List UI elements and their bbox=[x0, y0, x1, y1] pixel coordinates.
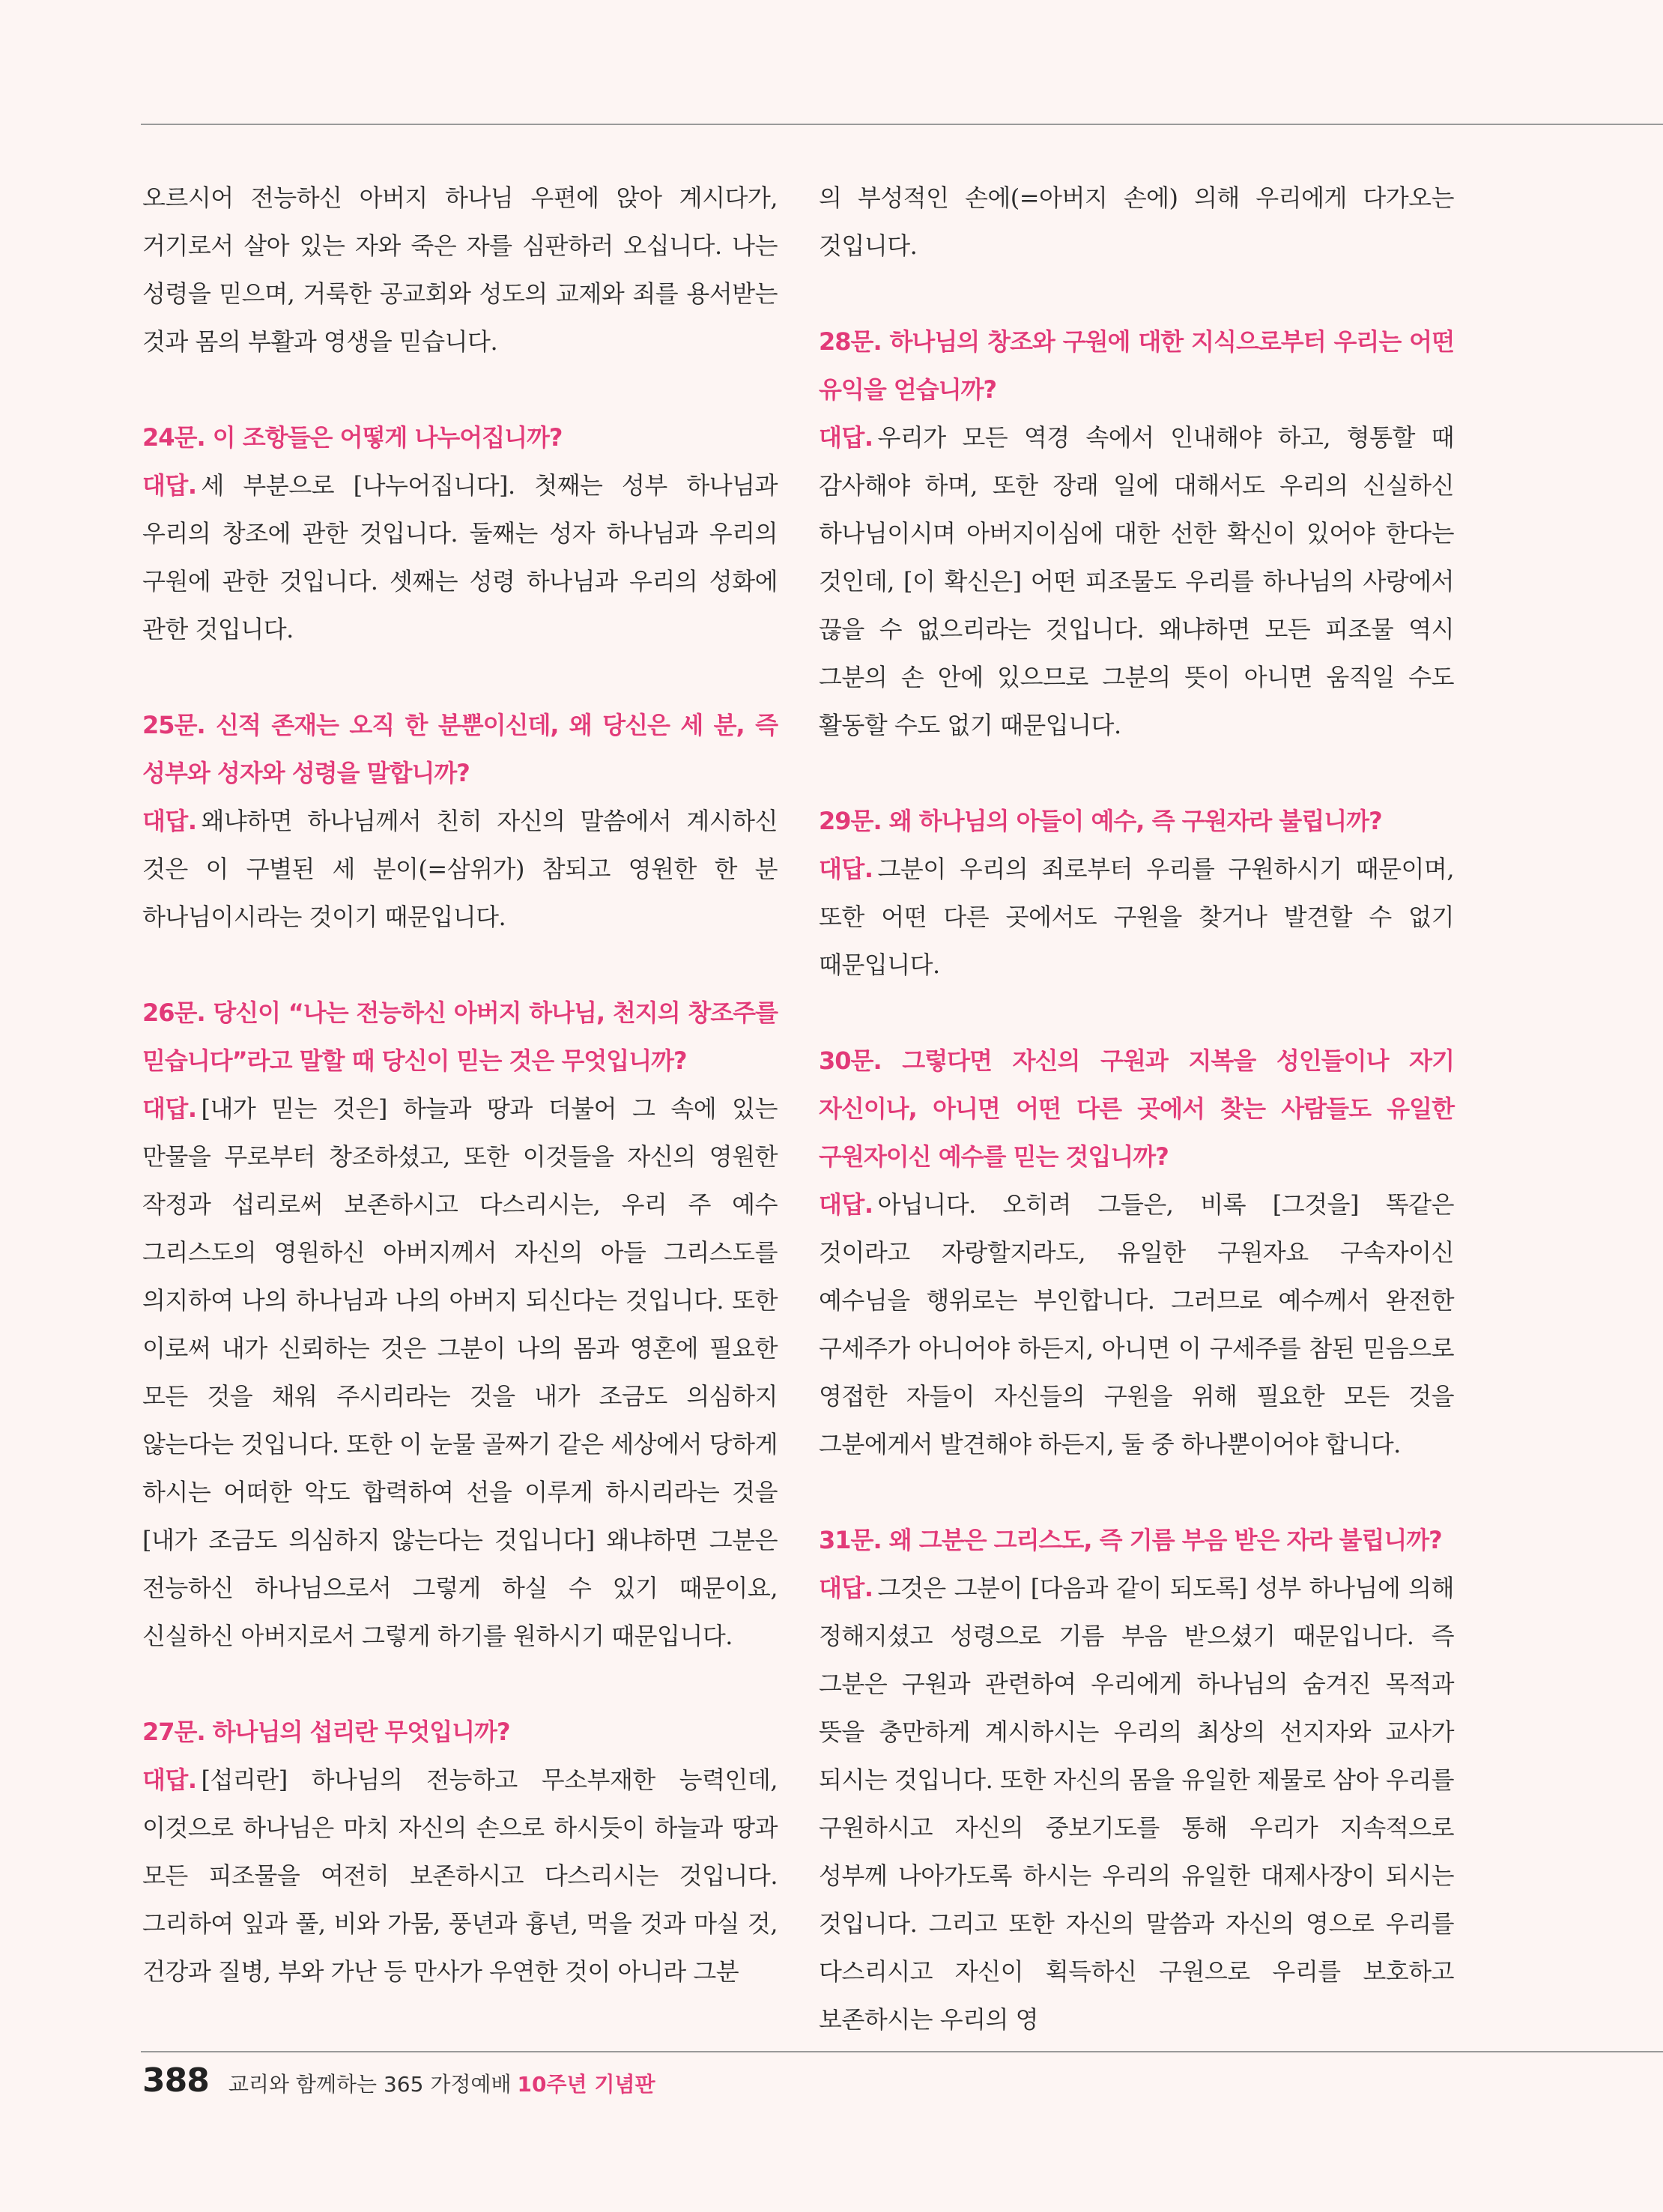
answer-text: 아닙니다. 오히려 그들은, 비록 [그것을] 똑같은 것이라고 자랑할지라도, 유일한 구원자요 구속자이신 예수님을 행위로는 부인합니다. 그러므로 예수께서 완전한 구세주가 아니어야 하든지, 아니면 이 구세주를 참된 믿음으로 영접한 자들이 자신들의 구원을 위해 필요한 모든 것을 그분에게서 발견해야 하든지, 둘 중 하나뿐이어야 합니다. bbox=[819, 1190, 1454, 1458]
answer-label: 대답. bbox=[819, 855, 873, 883]
left-intro-paragraph: 오르시어 전능하신 아버지 하나님 우편에 앉아 계시다가, 거기로서 살아 있는 자와 죽은 자를 심판하러 오십니다. 나는 성령을 믿으며, 거룩한 공교회와 성도의 교제와 죄를 용서받는 것과 몸의 부활과 영생을 믿습니다. bbox=[142, 184, 778, 356]
answer-text: 왜냐하면 하나님께서 친히 자신의 말씀에서 계시하신 것은 이 구별된 세 분이(=삼위가) 참되고 영원한 한 분 하나님이시라는 것이기 때문입니다. bbox=[142, 807, 778, 931]
answer-31 bbox=[819, 1564, 1454, 2043]
answer-label: 대답. bbox=[142, 807, 197, 835]
question-29: 29문. 왜 하나님의 아들이 예수, 즉 구원자라 불립니까? bbox=[819, 807, 1382, 835]
page-footer bbox=[142, 2061, 655, 2100]
right-column bbox=[819, 174, 1454, 2043]
answer-label: 대답. bbox=[819, 423, 873, 452]
book-title: 교리와 함께하는 365 가정예배 bbox=[228, 2072, 512, 2097]
answer-text: 그것은 그분이 [다음과 같이 되도록] 성부 하나님에 의해 정해지셨고 성령으로 기름 부음 받으셨기 때문입니다. 즉 그분은 구원과 관련하여 우리에게 하나님의 숨겨진 목적과 뜻을 충만하게 계시하시는 우리의 최상의 선지자와 교사가 되시는 것입니다. 또한 자신의 몸을 유일한 제물로 삼아 우리를 구원하시고 자신의 중보기도를 통해 우리가 지속적으로 성부께 나아가도록 하시는 우리의 유일한 대제사장이 되시는 것입니다. 그리고 또한 자신의 말씀과 자신의 영으로 우리를 다스리시고 자신이 획득하신 구원으로 우리를 보호하고 보존하시는 우리의 영 bbox=[819, 1574, 1454, 2034]
qa-24 bbox=[142, 413, 778, 653]
left-column bbox=[142, 174, 778, 1996]
answer-label: 대답. bbox=[819, 1574, 873, 1602]
answer-text: 우리가 모든 역경 속에서 인내해야 하고, 형통할 때 감사해야 하며, 또한 장래 일에 대해서도 우리의 신실하신 하나님이시며 아버지이심에 대한 선한 확신이 있어야 한다는 것인데, [이 확신은] 어떤 피조물도 우리를 하나님의 사랑에서 끊을 수 없으리라는 것입니다. 왜냐하면 모든 피조물 역시 그분의 손 안에 있으므로 그분의 뜻이 아니면 움직일 수도 활동할 수도 없기 때문입니다. bbox=[819, 423, 1454, 739]
header-rule bbox=[141, 124, 1663, 125]
question-24: 24문. 이 조항들은 어떻게 나누어집니까? bbox=[142, 423, 563, 452]
qa-29 bbox=[819, 797, 1454, 989]
qa-30 bbox=[819, 1037, 1454, 1468]
answer-label: 대답. bbox=[142, 1766, 197, 1794]
answer-27 bbox=[142, 1756, 778, 1996]
answer-30 bbox=[819, 1181, 1454, 1468]
question-28: 28문. 하나님의 창조와 구원에 대한 지식으로부터 우리는 어떤 유익을 얻습니까? bbox=[819, 327, 1454, 404]
question-31: 31문. 왜 그분은 그리스도, 즉 기름 부음 받은 자라 불립니까? bbox=[819, 1526, 1442, 1554]
footer-rule bbox=[141, 2051, 1663, 2052]
answer-label: 대답. bbox=[819, 1190, 873, 1219]
qa-27 bbox=[142, 1708, 778, 1996]
qa-28 bbox=[819, 318, 1454, 749]
qa-25 bbox=[142, 701, 778, 941]
qa-31 bbox=[819, 1516, 1454, 2043]
question-27: 27문. 하나님의 섭리란 무엇입니까? bbox=[142, 1718, 510, 1746]
answer-text: [섭리란] 하나님의 전능하고 무소부재한 능력인데, 이것으로 하나님은 마치 자신의 손으로 하시듯이 하늘과 땅과 모든 피조물을 여전히 보존하시고 다스리시는 것입니다. 그리하여 잎과 풀, 비와 가뭄, 풍년과 흉년, 먹을 것과 마실 것, 건강과 질병, 부와 가난 등 만사가 우연한 것이 아니라 그분 bbox=[142, 1766, 778, 1986]
answer-text: [내가 믿는 것은] 하늘과 땅과 더불어 그 속에 있는 만물을 무로부터 창조하셨고, 또한 이것들을 자신의 영원한 작정과 섭리로써 보존하시고 다스리시는, 우리 주 예수 그리스도의 영원하신 아버지께서 자신의 아들 그리스도를 의지하여 나의 하나님과 나의 아버지 되신다는 것입니다. 또한 이로써 내가 신뢰하는 것은 그분이 나의 몸과 영혼에 필요한 모든 것을 채워 주시리라는 것을 내가 조금도 의심하지 않는다는 것입니다. 또한 이 눈물 골짜기 같은 세상에서 당하게 하시는 어떠한 악도 합력하여 선을 이루게 하시리라는 것을 [내가 조금도 의심하지 않는다는 것입니다] 왜냐하면 그분은 전능하신 하나님으로서 그렇게 하실 수 있기 때문이요, 신실하신 아버지로서 그렇게 하기를 원하시기 때문입니다. bbox=[142, 1094, 778, 1650]
answer-label: 대답. bbox=[142, 471, 197, 500]
page-number: 388 bbox=[142, 2061, 209, 2100]
answer-26 bbox=[142, 1085, 778, 1660]
answer-text: 세 부분으로 [나누어집니다]. 첫째는 성부 하나님과 우리의 창조에 관한 것입니다. 둘째는 성자 하나님과 우리의 구원에 관한 것입니다. 셋째는 성령 하나님과 우리의 성화에 관한 것입니다. bbox=[142, 471, 778, 643]
question-25: 25문. 신적 존재는 오직 한 분뿐이신데, 왜 당신은 세 분, 즉 성부와 성자와 성령을 말합니까? bbox=[142, 711, 778, 787]
answer-label: 대답. bbox=[142, 1094, 197, 1123]
answer-text: 그분이 우리의 죄로부터 우리를 구원하시기 때문이며, 또한 어떤 다른 곳에서도 구원을 찾거나 발견할 수 없기 때문입니다. bbox=[819, 855, 1454, 979]
answer-24 bbox=[142, 461, 778, 653]
answer-29 bbox=[819, 845, 1454, 989]
qa-26 bbox=[142, 989, 778, 1660]
answer-28 bbox=[819, 413, 1454, 749]
right-intro-paragraph: 의 부성적인 손에(=아버지 손에) 의해 우리에게 다가오는 것입니다. bbox=[819, 184, 1454, 260]
question-30: 30문. 그렇다면 자신의 구원과 지복을 성인들이나 자기 자신이나, 아니면 어떤 다른 곳에서 찾는 사람들도 유일한 구원자이신 예수를 믿는 것입니까? bbox=[819, 1046, 1454, 1171]
question-26: 26문. 당신이 “나는 전능하신 아버지 하나님, 천지의 창조주를 믿습니다”라고 말할 때 당신이 믿는 것은 무엇입니까? bbox=[142, 999, 778, 1075]
answer-25 bbox=[142, 797, 778, 941]
edition-label: 10주년 기념판 bbox=[517, 2072, 655, 2097]
